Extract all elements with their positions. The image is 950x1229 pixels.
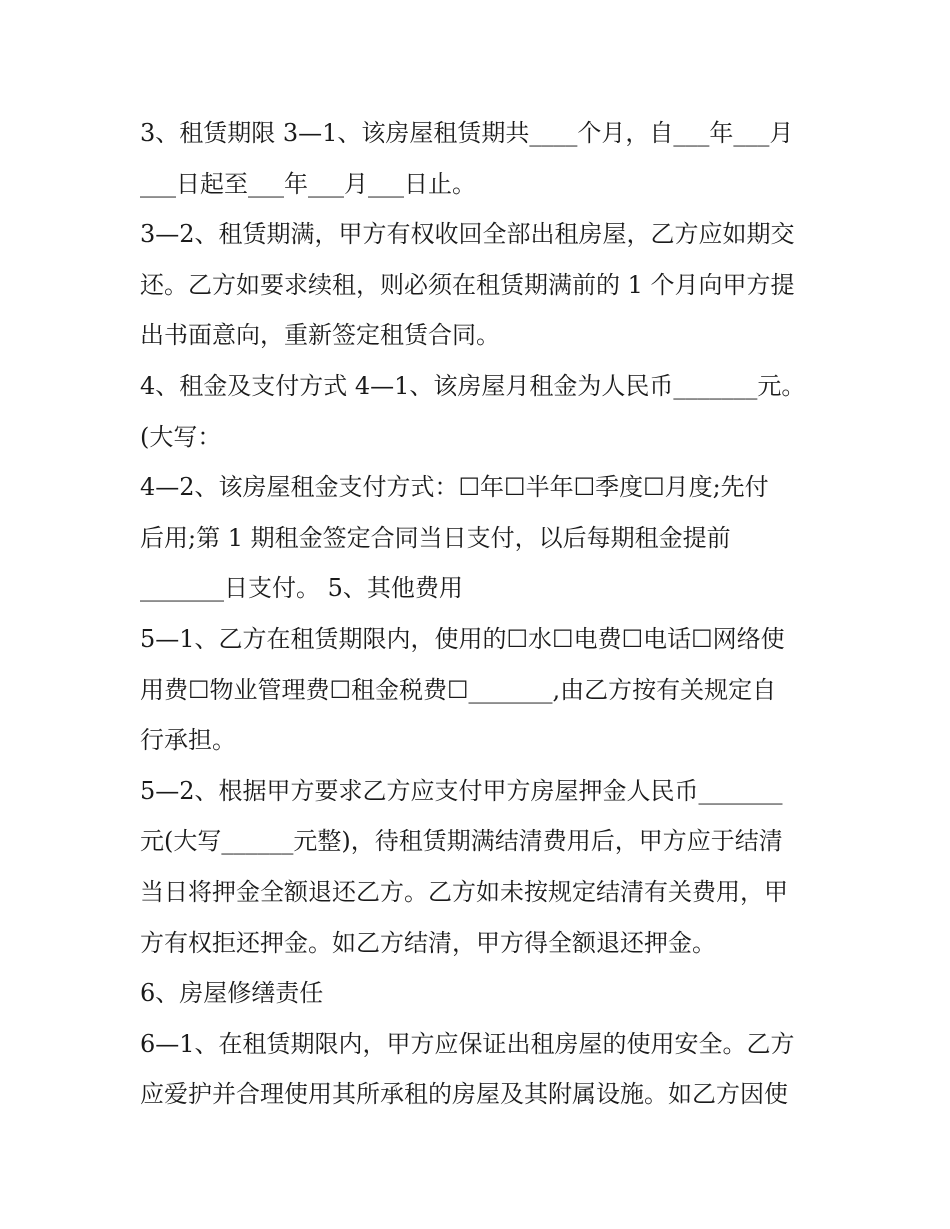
text-line: 5—1、乙方在租赁期限内，使用的☐水☐电费☐电话☐网络使	[140, 624, 785, 653]
text-line: 应爱护并合理使用其所承租的房屋及其附属设施。如乙方因使	[140, 1080, 788, 1109]
text-line: 3、租赁期限 3—1、该房屋租赁期共____个月，自___年___月	[140, 119, 794, 147]
text-line: (大写：	[140, 422, 222, 451]
document-body	[140, 108, 820, 1120]
text-line: 还。乙方如要求续租，则必须在租赁期满前的 1 个月向甲方提	[140, 270, 795, 299]
text-line: ___日起至___年___月___日止。	[140, 169, 476, 198]
text-line: 元(大写______元整)，待租赁期满结清费用后，甲方应于结清	[140, 827, 783, 856]
text-line: _______日支付。 5、其他费用	[140, 574, 463, 603]
text-line: 5—2、根据甲方要求乙方应支付甲方房屋押金人民币_______	[140, 776, 783, 805]
text-line: 出书面意向，重新签定租赁合同。	[140, 321, 500, 350]
text-line: 后用;第 1 期租金签定合同当日支付，以后每期租金提前	[140, 523, 731, 552]
text-line: 方有权拒还押金。如乙方结清，甲方得全额退还押金。	[140, 928, 716, 957]
text-line: 行承担。	[140, 726, 236, 755]
text-line: 用费☐物业管理费☐租金税费☐_______,由乙方按有关规定自	[140, 675, 777, 704]
text-line: 6—1、在租赁期限内，甲方应保证出租房屋的使用安全。乙方	[140, 1029, 795, 1058]
text-line: 4—2、该房屋租金支付方式：☐年☐半年☐季度☐月度;先付	[140, 473, 769, 502]
text-line: 当日将押金全额退还乙方。乙方如未按规定结清有关费用，甲	[140, 877, 788, 906]
text-line: 6、房屋修缮责任	[140, 979, 324, 1008]
text-line: 4、租金及支付方式 4—1、该房屋月租金为人民币_______元。	[140, 371, 806, 400]
text-line: 3—2、租赁期满，甲方有权收回全部出租房屋，乙方应如期交	[140, 220, 795, 249]
